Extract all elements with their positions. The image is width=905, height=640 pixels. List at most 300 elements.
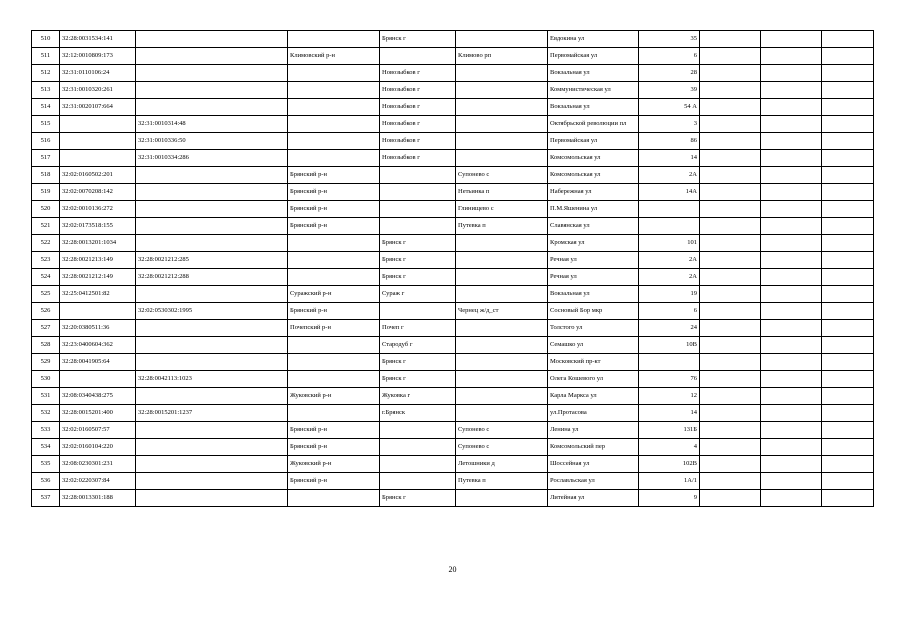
empty-cell-1 [700, 150, 761, 167]
empty-cell-3 [822, 439, 874, 456]
empty-cell-2 [761, 456, 822, 473]
empty-cell-2 [761, 439, 822, 456]
second-cadastral-number-cell: 32:31:0010336:50 [136, 133, 288, 150]
empty-cell-2 [761, 31, 822, 48]
district-cell: Жуковский р-н [288, 456, 380, 473]
table-row [32, 48, 874, 65]
district-cell [288, 405, 380, 422]
cadastral-number-cell [60, 133, 136, 150]
city-cell: Почеп г [380, 320, 456, 337]
district-cell [288, 235, 380, 252]
table-row [32, 252, 874, 269]
cadastral-number-cell: 32:28:0013201:1034 [60, 235, 136, 252]
cadastral-number-cell: 32:20:0380511:36 [60, 320, 136, 337]
house-number-cell [639, 201, 700, 218]
district-cell: Брянский р-н [288, 422, 380, 439]
street-cell: Карла Маркса ул [548, 388, 639, 405]
empty-cell-3 [822, 490, 874, 507]
house-number-cell: 76 [639, 371, 700, 388]
empty-cell-2 [761, 65, 822, 82]
row-number-cell: 533 [32, 422, 60, 439]
empty-cell-3 [822, 388, 874, 405]
settlement-cell [456, 405, 548, 422]
row-number-cell: 517 [32, 150, 60, 167]
table-row [32, 303, 874, 320]
row-number-cell: 516 [32, 133, 60, 150]
empty-cell-1 [700, 354, 761, 371]
city-cell: г.Брянск [380, 405, 456, 422]
city-cell: Брянск г [380, 371, 456, 388]
second-cadastral-number-cell [136, 184, 288, 201]
house-number-cell: 2А [639, 167, 700, 184]
street-cell: Вокзальная ул [548, 286, 639, 303]
street-cell: Шоссейная ул [548, 456, 639, 473]
empty-cell-3 [822, 371, 874, 388]
empty-cell-2 [761, 422, 822, 439]
empty-cell-3 [822, 150, 874, 167]
empty-cell-1 [700, 422, 761, 439]
table-row [32, 218, 874, 235]
district-cell [288, 65, 380, 82]
district-cell [288, 490, 380, 507]
row-number-cell: 529 [32, 354, 60, 371]
table-row [32, 269, 874, 286]
house-number-cell: 102В [639, 456, 700, 473]
empty-cell-1 [700, 405, 761, 422]
empty-cell-3 [822, 473, 874, 490]
house-number-cell: 6 [639, 303, 700, 320]
table-row [32, 31, 874, 48]
district-cell [288, 116, 380, 133]
row-number-cell: 527 [32, 320, 60, 337]
district-cell: Брянский р-н [288, 167, 380, 184]
row-number-cell: 523 [32, 252, 60, 269]
house-number-cell: 3 [639, 116, 700, 133]
empty-cell-3 [822, 184, 874, 201]
empty-cell-1 [700, 286, 761, 303]
cadastral-number-cell: 32:28:0021213:149 [60, 252, 136, 269]
cadastral-number-cell: 32:31:0020107:664 [60, 99, 136, 116]
row-number-cell: 528 [32, 337, 60, 354]
district-cell: Брянский р-н [288, 439, 380, 456]
street-cell: Коммунистическая ул [548, 82, 639, 99]
street-cell: Первомайская ул [548, 133, 639, 150]
settlement-cell: Супонево с [456, 422, 548, 439]
street-cell: Олега Кошевого ул [548, 371, 639, 388]
row-number-cell: 531 [32, 388, 60, 405]
table-row [32, 133, 874, 150]
district-cell [288, 269, 380, 286]
second-cadastral-number-cell: 32:31:0010334:286 [136, 150, 288, 167]
house-number-cell: 1А/1 [639, 473, 700, 490]
empty-cell-2 [761, 303, 822, 320]
empty-cell-2 [761, 116, 822, 133]
district-cell: Брянский р-н [288, 473, 380, 490]
empty-cell-2 [761, 388, 822, 405]
empty-cell-3 [822, 82, 874, 99]
settlement-cell: Путевка п [456, 473, 548, 490]
row-number-cell: 514 [32, 99, 60, 116]
table-row [32, 354, 874, 371]
second-cadastral-number-cell [136, 82, 288, 99]
empty-cell-3 [822, 337, 874, 354]
city-cell: Новозыбков г [380, 99, 456, 116]
cadastral-number-cell: 32:02:0160507:57 [60, 422, 136, 439]
district-cell: Брянский р-н [288, 201, 380, 218]
district-cell: Суражский р-н [288, 286, 380, 303]
row-number-cell: 532 [32, 405, 60, 422]
empty-cell-1 [700, 184, 761, 201]
street-cell: ул.Протасова [548, 405, 639, 422]
street-cell: Набережная ул [548, 184, 639, 201]
empty-cell-3 [822, 65, 874, 82]
settlement-cell [456, 99, 548, 116]
settlement-cell: Чернец ж/д_ст [456, 303, 548, 320]
empty-cell-2 [761, 473, 822, 490]
row-number-cell: 515 [32, 116, 60, 133]
settlement-cell [456, 354, 548, 371]
empty-cell-2 [761, 354, 822, 371]
cadastral-number-cell [60, 116, 136, 133]
empty-cell-3 [822, 303, 874, 320]
house-number-cell: 2А [639, 269, 700, 286]
street-cell: Речная ул [548, 252, 639, 269]
house-number-cell: 10В [639, 337, 700, 354]
empty-cell-3 [822, 218, 874, 235]
house-number-cell: 2А [639, 252, 700, 269]
empty-cell-3 [822, 269, 874, 286]
empty-cell-1 [700, 337, 761, 354]
house-number-cell [639, 218, 700, 235]
cadastral-number-cell: 32:28:0013301:188 [60, 490, 136, 507]
second-cadastral-number-cell: 32:28:0021212:285 [136, 252, 288, 269]
table-row [32, 184, 874, 201]
empty-cell-3 [822, 422, 874, 439]
city-cell [380, 473, 456, 490]
second-cadastral-number-cell [136, 99, 288, 116]
table-row [32, 201, 874, 218]
settlement-cell: Путевка п [456, 218, 548, 235]
house-number-cell: 9 [639, 490, 700, 507]
street-cell: Толстого ул [548, 320, 639, 337]
settlement-cell [456, 337, 548, 354]
row-number-cell: 511 [32, 48, 60, 65]
empty-cell-1 [700, 456, 761, 473]
row-number-cell: 526 [32, 303, 60, 320]
cadastral-number-cell: 32:02:0070208:142 [60, 184, 136, 201]
table-row [32, 116, 874, 133]
table-row [32, 99, 874, 116]
empty-cell-1 [700, 235, 761, 252]
settlement-cell [456, 320, 548, 337]
city-cell: Брянск г [380, 31, 456, 48]
empty-cell-2 [761, 337, 822, 354]
street-cell: Вокзальная ул [548, 99, 639, 116]
district-cell [288, 354, 380, 371]
house-number-cell: 101 [639, 235, 700, 252]
street-cell: Славянская ул [548, 218, 639, 235]
property-table [31, 30, 874, 507]
settlement-cell [456, 490, 548, 507]
second-cadastral-number-cell [136, 337, 288, 354]
table-row [32, 371, 874, 388]
empty-cell-3 [822, 167, 874, 184]
empty-cell-3 [822, 99, 874, 116]
house-number-cell: 28 [639, 65, 700, 82]
city-cell: Брянск г [380, 269, 456, 286]
cadastral-number-cell: 32:31:0010320:261 [60, 82, 136, 99]
district-cell [288, 371, 380, 388]
district-cell [288, 82, 380, 99]
empty-cell-1 [700, 48, 761, 65]
row-number-cell: 513 [32, 82, 60, 99]
row-number-cell: 520 [32, 201, 60, 218]
empty-cell-2 [761, 269, 822, 286]
district-cell [288, 337, 380, 354]
house-number-cell: 54 А [639, 99, 700, 116]
row-number-cell: 522 [32, 235, 60, 252]
settlement-cell: Климово рп [456, 48, 548, 65]
cadastral-number-cell: 32:31:0110106:24 [60, 65, 136, 82]
street-cell: Сосновый Бор мкр [548, 303, 639, 320]
empty-cell-1 [700, 82, 761, 99]
second-cadastral-number-cell [136, 65, 288, 82]
house-number-cell: 14 [639, 405, 700, 422]
row-number-cell: 521 [32, 218, 60, 235]
cadastral-number-cell: 32:12:0010809:173 [60, 48, 136, 65]
page-number: 20 [448, 565, 457, 574]
street-cell: Семашко ул [548, 337, 639, 354]
district-cell: Жуковский р-н [288, 388, 380, 405]
city-cell: Брянск г [380, 490, 456, 507]
empty-cell-1 [700, 201, 761, 218]
house-number-cell: 39 [639, 82, 700, 99]
empty-cell-2 [761, 201, 822, 218]
settlement-cell: Нетьинка п [456, 184, 548, 201]
row-number-cell: 510 [32, 31, 60, 48]
city-cell: Новозыбков г [380, 82, 456, 99]
empty-cell-2 [761, 286, 822, 303]
second-cadastral-number-cell: 32:31:0010314:48 [136, 116, 288, 133]
row-number-cell: 534 [32, 439, 60, 456]
cadastral-number-cell: 32:08:0340438:275 [60, 388, 136, 405]
empty-cell-1 [700, 167, 761, 184]
settlement-cell [456, 371, 548, 388]
cadastral-number-cell: 32:28:0021212:149 [60, 269, 136, 286]
street-cell: Первомайская ул [548, 48, 639, 65]
empty-cell-2 [761, 48, 822, 65]
table-row [32, 490, 874, 507]
settlement-cell: Супонево с [456, 439, 548, 456]
table-row [32, 337, 874, 354]
district-cell [288, 99, 380, 116]
city-cell [380, 439, 456, 456]
empty-cell-3 [822, 456, 874, 473]
empty-cell-3 [822, 201, 874, 218]
cadastral-number-cell [60, 150, 136, 167]
city-cell [380, 48, 456, 65]
city-cell: Новозыбков г [380, 65, 456, 82]
street-cell: Кромская ул [548, 235, 639, 252]
district-cell [288, 150, 380, 167]
empty-cell-1 [700, 388, 761, 405]
city-cell: Жуковка г [380, 388, 456, 405]
house-number-cell [639, 354, 700, 371]
empty-cell-1 [700, 252, 761, 269]
second-cadastral-number-cell: 32:28:0042113:1023 [136, 371, 288, 388]
city-cell: Сураж г [380, 286, 456, 303]
row-number-cell: 530 [32, 371, 60, 388]
second-cadastral-number-cell [136, 201, 288, 218]
empty-cell-1 [700, 439, 761, 456]
empty-cell-3 [822, 354, 874, 371]
table-row [32, 150, 874, 167]
city-cell: Брянск г [380, 235, 456, 252]
table-row [32, 473, 874, 490]
second-cadastral-number-cell [136, 473, 288, 490]
second-cadastral-number-cell [136, 456, 288, 473]
empty-cell-1 [700, 371, 761, 388]
second-cadastral-number-cell [136, 388, 288, 405]
empty-cell-1 [700, 303, 761, 320]
second-cadastral-number-cell [136, 167, 288, 184]
empty-cell-3 [822, 286, 874, 303]
house-number-cell: 6 [639, 48, 700, 65]
table-row [32, 65, 874, 82]
cadastral-number-cell: 32:25:0412501:82 [60, 286, 136, 303]
house-number-cell: 12 [639, 388, 700, 405]
cadastral-number-cell: 32:28:0015201:400 [60, 405, 136, 422]
city-cell [380, 201, 456, 218]
city-cell: Брянск г [380, 252, 456, 269]
cadastral-number-cell: 32:02:0173518:155 [60, 218, 136, 235]
second-cadastral-number-cell [136, 48, 288, 65]
empty-cell-1 [700, 490, 761, 507]
table-row [32, 235, 874, 252]
district-cell: Брянский р-н [288, 184, 380, 201]
settlement-cell: Глинищево с [456, 201, 548, 218]
city-cell [380, 303, 456, 320]
second-cadastral-number-cell: 32:02:0530302:1995 [136, 303, 288, 320]
city-cell: Стародуб г [380, 337, 456, 354]
empty-cell-2 [761, 167, 822, 184]
second-cadastral-number-cell [136, 439, 288, 456]
city-cell [380, 218, 456, 235]
empty-cell-2 [761, 133, 822, 150]
settlement-cell [456, 388, 548, 405]
city-cell: Новозыбков г [380, 150, 456, 167]
house-number-cell: 24 [639, 320, 700, 337]
settlement-cell [456, 150, 548, 167]
house-number-cell: 4 [639, 439, 700, 456]
empty-cell-2 [761, 150, 822, 167]
empty-cell-1 [700, 133, 761, 150]
second-cadastral-number-cell [136, 286, 288, 303]
cadastral-number-cell: 32:02:0160104:220 [60, 439, 136, 456]
street-cell: Комсомольская ул [548, 167, 639, 184]
street-cell: Ленина ул [548, 422, 639, 439]
city-cell [380, 167, 456, 184]
second-cadastral-number-cell: 32:28:0021212:288 [136, 269, 288, 286]
empty-cell-2 [761, 99, 822, 116]
street-cell: Комсомольская ул [548, 150, 639, 167]
cadastral-number-cell: 32:02:0010136:272 [60, 201, 136, 218]
row-number-cell: 512 [32, 65, 60, 82]
street-cell: Литейная ул [548, 490, 639, 507]
district-cell [288, 252, 380, 269]
second-cadastral-number-cell [136, 31, 288, 48]
second-cadastral-number-cell: 32:28:0015201:1237 [136, 405, 288, 422]
table-row [32, 286, 874, 303]
empty-cell-3 [822, 48, 874, 65]
city-cell [380, 184, 456, 201]
street-cell: П.М.Яшенина ул [548, 201, 639, 218]
table-row [32, 167, 874, 184]
empty-cell-3 [822, 31, 874, 48]
empty-cell-2 [761, 235, 822, 252]
street-cell: Октябрьской революции пл [548, 116, 639, 133]
house-number-cell: 35 [639, 31, 700, 48]
district-cell: Почепский р-н [288, 320, 380, 337]
row-number-cell: 535 [32, 456, 60, 473]
second-cadastral-number-cell [136, 490, 288, 507]
settlement-cell: Супонево с [456, 167, 548, 184]
empty-cell-1 [700, 31, 761, 48]
settlement-cell [456, 31, 548, 48]
settlement-cell [456, 116, 548, 133]
empty-cell-1 [700, 116, 761, 133]
district-cell [288, 133, 380, 150]
second-cadastral-number-cell [136, 218, 288, 235]
city-cell: Новозыбков г [380, 133, 456, 150]
street-cell: Московский пр-кт [548, 354, 639, 371]
table-row [32, 388, 874, 405]
empty-cell-2 [761, 218, 822, 235]
empty-cell-2 [761, 405, 822, 422]
second-cadastral-number-cell [136, 320, 288, 337]
cadastral-number-cell [60, 303, 136, 320]
district-cell: Климовский р-н [288, 48, 380, 65]
empty-cell-3 [822, 252, 874, 269]
row-number-cell: 536 [32, 473, 60, 490]
table-row [32, 456, 874, 473]
row-number-cell: 525 [32, 286, 60, 303]
empty-cell-2 [761, 320, 822, 337]
settlement-cell [456, 269, 548, 286]
row-number-cell: 524 [32, 269, 60, 286]
second-cadastral-number-cell [136, 422, 288, 439]
city-cell: Брянск г [380, 354, 456, 371]
empty-cell-1 [700, 99, 761, 116]
cadastral-number-cell: 32:02:0160502:201 [60, 167, 136, 184]
table-row [32, 439, 874, 456]
cadastral-number-cell: 32:08:0230301:231 [60, 456, 136, 473]
row-number-cell: 518 [32, 167, 60, 184]
empty-cell-1 [700, 320, 761, 337]
settlement-cell [456, 82, 548, 99]
house-number-cell: 19 [639, 286, 700, 303]
empty-cell-1 [700, 473, 761, 490]
row-number-cell: 537 [32, 490, 60, 507]
empty-cell-2 [761, 82, 822, 99]
settlement-cell [456, 133, 548, 150]
table-body [32, 31, 874, 507]
empty-cell-1 [700, 218, 761, 235]
district-cell: Брянский р-н [288, 218, 380, 235]
empty-cell-3 [822, 133, 874, 150]
empty-cell-2 [761, 371, 822, 388]
city-cell: Новозыбков г [380, 116, 456, 133]
